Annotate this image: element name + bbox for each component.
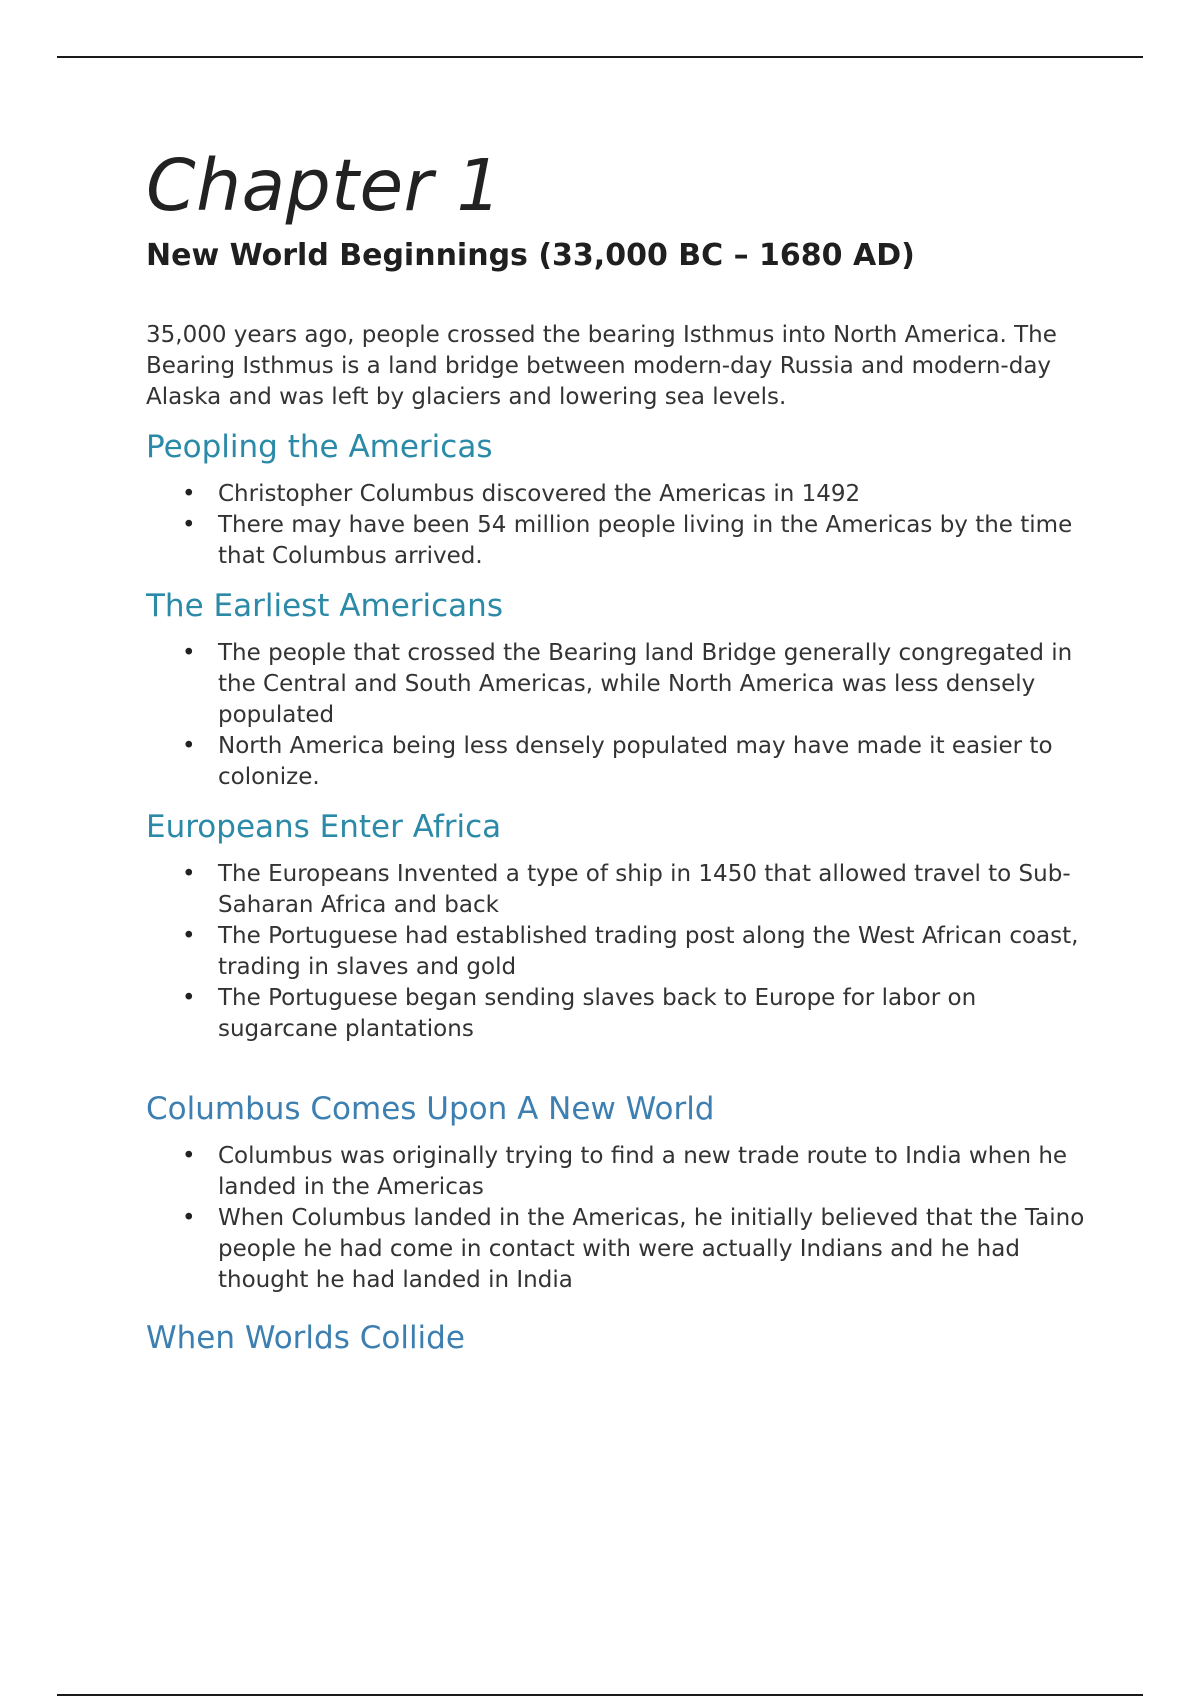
bullet-icon: •	[182, 733, 196, 759]
section-heading-earliest-americans: The Earliest Americans	[146, 588, 503, 624]
section-heading-columbus-new-world: Columbus Comes Upon A New World	[146, 1091, 715, 1127]
list-item-text: North America being less densely populated may have made it easier to colonize.	[218, 733, 1053, 790]
bullet-list-europeans-enter-africa	[146, 859, 1096, 1045]
list-item	[146, 638, 1096, 731]
bullet-list-columbus-new-world	[146, 1141, 1096, 1296]
list-item-text: The Europeans Invented a type of ship in 1450 that allowed travel to Sub-Saharan Africa and back	[218, 861, 1071, 918]
bullet-icon: •	[182, 985, 196, 1011]
intro-paragraph: 35,000 years ago, people crossed the bearing Isthmus into North America. The Bearing Isthmus is a land bridge between modern-day Russia and modern-day Alaska and was left by glaciers and lowering sea levels.	[146, 322, 1057, 410]
section-heading-peopling: Peopling the Americas	[146, 429, 493, 465]
document-body	[146, 142, 1096, 1358]
bullet-icon: •	[182, 512, 196, 538]
list-item-text: The Portuguese had established trading post along the West African coast, trading in slaves and gold	[218, 923, 1079, 980]
top-rule	[57, 56, 1143, 58]
bullet-list-earliest-americans	[146, 638, 1096, 793]
list-item-text: The people that crossed the Bearing land Bridge generally congregated in the Central and South Americas, while North America was less densely populated	[218, 640, 1073, 728]
list-item	[146, 1141, 1096, 1203]
bottom-rule	[57, 1694, 1143, 1696]
chapter-subtitle: New World Beginnings (33,000 BC – 1680 AD)	[146, 238, 915, 273]
chapter-title: Chapter 1	[146, 144, 503, 227]
bullet-icon: •	[182, 1205, 196, 1231]
bullet-icon: •	[182, 640, 196, 666]
list-item	[146, 921, 1096, 983]
list-item	[146, 510, 1096, 572]
bullet-list-peopling	[146, 479, 1096, 572]
bullet-icon: •	[182, 861, 196, 887]
list-item	[146, 731, 1096, 793]
section-heading-europeans-enter-africa: Europeans Enter Africa	[146, 809, 502, 845]
list-item-text: Columbus was originally trying to find a new trade route to India when he landed in the Americas	[218, 1143, 1068, 1200]
list-item	[146, 479, 1096, 510]
list-item	[146, 859, 1096, 921]
section-heading-when-worlds-collide: When Worlds Collide	[146, 1320, 465, 1356]
list-item-text: Christopher Columbus discovered the Americas in 1492	[218, 481, 861, 507]
list-item-text: When Columbus landed in the Americas, he initially believed that the Taino people he had come in contact with were actually Indians and he had thought he had landed in India	[218, 1205, 1085, 1293]
list-item	[146, 983, 1096, 1045]
bullet-icon: •	[182, 1143, 196, 1169]
list-item	[146, 1203, 1096, 1296]
bullet-icon: •	[182, 923, 196, 949]
bullet-icon: •	[182, 481, 196, 507]
list-item-text: There may have been 54 million people living in the Americas by the time that Columbus arrived.	[218, 512, 1073, 569]
list-item-text: The Portuguese began sending slaves back to Europe for labor on sugarcane plantations	[218, 985, 977, 1042]
